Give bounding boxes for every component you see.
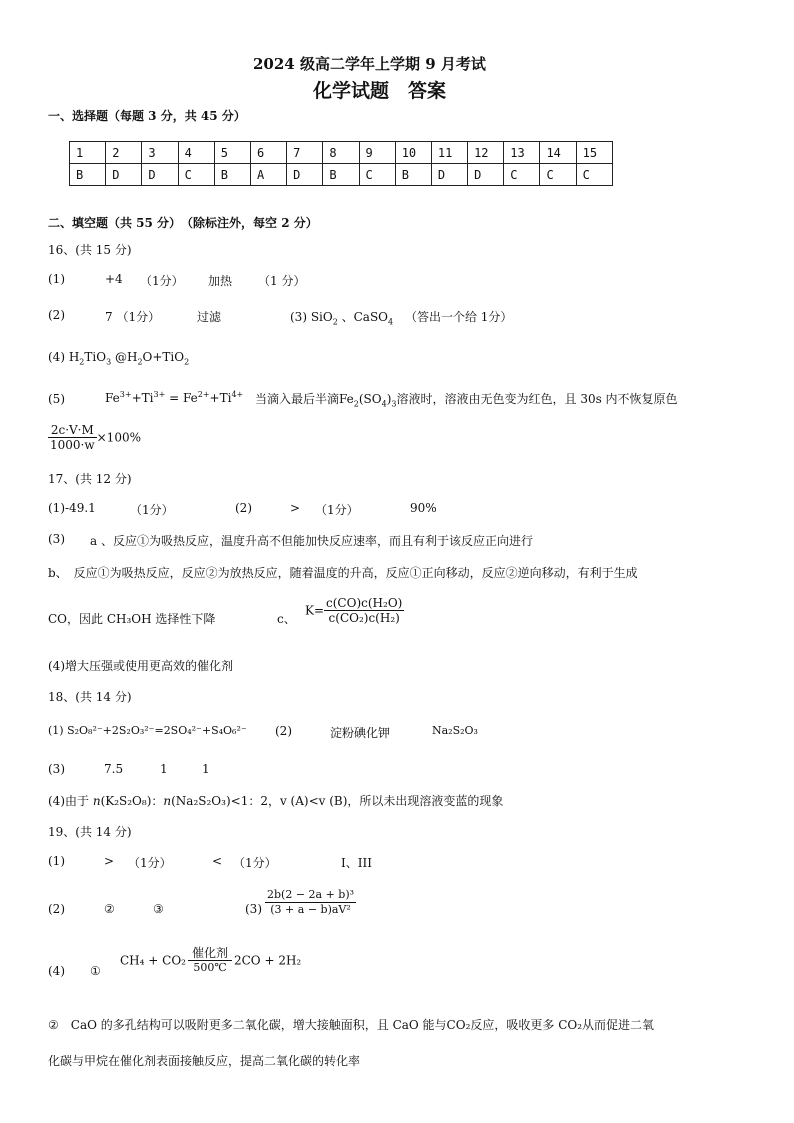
q16-5-eq-d: +Ti bbox=[209, 391, 232, 405]
q16-5-fraction bbox=[48, 423, 97, 452]
q19-1-b-pts: （1分） bbox=[233, 856, 277, 870]
q16-4-p1: (4) H bbox=[48, 350, 80, 364]
q16-5-no: (5) bbox=[48, 392, 65, 406]
question-number-cell: 8 bbox=[323, 142, 359, 164]
question-number-cell: 7 bbox=[287, 142, 323, 164]
q19-1-b: < bbox=[212, 854, 223, 868]
q19-eq-arrow bbox=[188, 946, 232, 975]
q16-1-b-pts: （1 分） bbox=[258, 274, 306, 288]
q16-4-p4: O+TiO bbox=[142, 350, 185, 364]
q17-k-prefix: K= bbox=[305, 603, 325, 618]
q17-3-c-label: c、 bbox=[277, 612, 296, 626]
question-number-cell: 14 bbox=[540, 142, 576, 164]
q19-heading: 19、(共 14 分) bbox=[48, 825, 132, 839]
q19-4-b-line2: 化碳与甲烷在催化剂表面接触反应，提高二氧化碳的转化率 bbox=[48, 1054, 361, 1068]
q16-5-sup-b: 3+ bbox=[153, 390, 166, 399]
answer-cell: D bbox=[142, 164, 178, 186]
q18-4-c: (Na₂S₂O₃)<1：2，v (A)<v (B)，所以未出现溶液变蓝的现象 bbox=[171, 794, 504, 808]
answer-cell: A bbox=[250, 164, 286, 186]
q16-5-text bbox=[255, 390, 678, 408]
q17-2-pts: （1分） bbox=[315, 503, 359, 517]
exam-subtitle: 化学试题 答案 bbox=[313, 80, 447, 102]
q16-3-mid: 、CaSO bbox=[337, 310, 389, 324]
q16-3-sub2: 4 bbox=[388, 317, 394, 327]
answer-cell: C bbox=[178, 164, 214, 186]
q16-5-frac-den: 1000·w bbox=[50, 438, 95, 452]
q16-5-frac-tail: ×100% bbox=[96, 430, 141, 445]
q18-3-no: (3) bbox=[48, 762, 65, 776]
answer-cell: D bbox=[287, 164, 323, 186]
q19-4-equation bbox=[120, 946, 301, 975]
q19-3-formula bbox=[265, 888, 356, 917]
q16-5-sup-a: 3+ bbox=[119, 390, 132, 399]
q19-eq-right: 2CO + 2H₂ bbox=[233, 953, 302, 968]
q18-3-a: 7.5 bbox=[104, 762, 124, 776]
q16-4-s2: 3 bbox=[106, 357, 112, 367]
q17-3-b2: CO，因此 CH₃OH 选择性下降 bbox=[48, 612, 216, 626]
q17-k-den: c(CO₂)c(H₂) bbox=[328, 611, 400, 625]
q16-1-b: 加热 bbox=[208, 274, 233, 288]
q16-3-prefix: (3) SiO bbox=[290, 310, 333, 324]
answer-cell: B bbox=[395, 164, 431, 186]
q18-3-b: 1 bbox=[160, 762, 168, 776]
q16-1-a-pts: （1分） bbox=[140, 274, 184, 288]
q19-2-no: (2) bbox=[48, 902, 65, 916]
q18-2-no: (2) bbox=[275, 724, 292, 738]
q16-2-a: 7 （1分） bbox=[105, 310, 161, 324]
q17-2-a: > bbox=[290, 501, 301, 515]
q16-4-p3: @H bbox=[111, 350, 138, 364]
q18-2-b: Na₂S₂O₃ bbox=[432, 724, 478, 737]
question-number-cell: 12 bbox=[468, 142, 504, 164]
q17-3-b: b、 反应①为吸热反应，反应②为放热反应，随着温度的升高，反应①正向移动，反应②逆向移动，有利于生成 bbox=[48, 566, 638, 580]
q16-5-text-b: (SO bbox=[358, 392, 382, 406]
answer-table bbox=[69, 141, 613, 186]
answer-cell: D bbox=[468, 164, 504, 186]
q19-4-no: (4) bbox=[48, 964, 65, 978]
q16-heading: 16、(共 15 分) bbox=[48, 243, 132, 257]
answer-cell: C bbox=[504, 164, 540, 186]
q18-4-b: (K₂S₂O₈)： bbox=[100, 794, 164, 808]
section1-heading: 一、选择题（每题 3 分，共 45 分） bbox=[48, 109, 246, 123]
question-number-cell: 9 bbox=[359, 142, 395, 164]
q19-eq-temp: 500℃ bbox=[193, 961, 227, 974]
answer-cell: C bbox=[359, 164, 395, 186]
question-number-cell: 1 bbox=[70, 142, 106, 164]
q16-5-text-sub3: 3 bbox=[391, 399, 397, 409]
q17-3-no: (3) bbox=[48, 532, 65, 546]
q16-4 bbox=[48, 350, 189, 366]
answer-cell: B bbox=[323, 164, 359, 186]
q19-4-b-line1: ② CaO 的多孔结构可以吸附更多二氧化碳，增大接触面积，且 CaO 能与CO₂反应，吸收更多 CO₂从而促进二氧 bbox=[48, 1018, 655, 1032]
answer-cell: B bbox=[70, 164, 106, 186]
q16-5-text-sub1: 2 bbox=[353, 399, 359, 409]
q19-2-b: ③ bbox=[153, 902, 164, 916]
q17-k-fraction bbox=[324, 596, 404, 625]
q16-2-no: (2) bbox=[48, 308, 65, 322]
q17-heading: 17、(共 12 分) bbox=[48, 472, 132, 486]
section2-heading: 二、填空题（共 55 分） （除标注外，每空 2 分） bbox=[48, 216, 318, 230]
q17-3-a: a 、反应①为吸热反应，温度升高不但能加快反应速率，而且有利于该反应正向进行 bbox=[90, 534, 533, 548]
exam-title: 2024 级高二学年上学期 9 月考试 bbox=[253, 55, 486, 73]
question-number-cell: 10 bbox=[395, 142, 431, 164]
q16-5-sup-d: 4+ bbox=[231, 390, 244, 399]
q16-4-p2: TiO bbox=[84, 350, 107, 364]
question-number-cell: 3 bbox=[142, 142, 178, 164]
q19-1-a-pts: （1分） bbox=[128, 856, 172, 870]
q19-1-no: (1) bbox=[48, 854, 65, 868]
q16-5-text-sub2: 4 bbox=[381, 399, 387, 409]
q19-3-fraction bbox=[265, 888, 356, 917]
q18-3-c: 1 bbox=[202, 762, 210, 776]
q19-eq-catalyst: 催化剂 bbox=[191, 946, 228, 960]
q18-2-a: 淀粉碘化钾 bbox=[330, 726, 391, 740]
q16-2-b: 过滤 bbox=[197, 310, 222, 324]
question-number-cell: 4 bbox=[178, 142, 214, 164]
answer-cell: C bbox=[540, 164, 576, 186]
q18-1: (1) S₂O₈²⁻+2S₂O₃²⁻=2SO₄²⁻+S₄O₆²⁻ bbox=[48, 724, 247, 737]
q17-4: (4)增大压强或使用更高效的催化剂 bbox=[48, 659, 233, 673]
q16-4-s3: 2 bbox=[137, 357, 143, 367]
q16-3-sub1: 2 bbox=[332, 317, 338, 327]
q16-5-eq-b: +Ti bbox=[131, 391, 154, 405]
q16-5-frac-num: 2c·V·M bbox=[48, 423, 97, 438]
q17-2-no: (2) bbox=[235, 501, 252, 515]
q19-3-den: (3 + a − b)aV² bbox=[270, 903, 351, 916]
answer-cell: C bbox=[576, 164, 612, 186]
q16-5-equation bbox=[105, 390, 243, 405]
question-number-cell: 13 bbox=[504, 142, 540, 164]
q16-3 bbox=[290, 308, 512, 326]
q16-4-s4: 2 bbox=[184, 357, 190, 367]
q19-4-a: ① bbox=[90, 964, 101, 978]
q19-2-a: ② bbox=[104, 902, 115, 916]
q16-1-a: +4 bbox=[105, 272, 123, 286]
answer-cell: D bbox=[106, 164, 142, 186]
question-number-cell: 11 bbox=[431, 142, 467, 164]
q16-1-no: (1) bbox=[48, 272, 65, 286]
q16-5-text-c: ) bbox=[386, 392, 392, 406]
q18-4-n2: n bbox=[163, 794, 172, 808]
q16-5-eq-c: = Fe bbox=[165, 391, 198, 405]
question-number-cell: 15 bbox=[576, 142, 612, 164]
q19-1-c: I、III bbox=[341, 856, 372, 870]
q17-k-num: c(CO)c(H₂O) bbox=[326, 596, 403, 610]
q19-1-a: > bbox=[104, 854, 115, 868]
answer-cell: B bbox=[214, 164, 250, 186]
q19-eq-left: CH₄ + CO₂ bbox=[120, 953, 186, 968]
q18-heading: 18、(共 14 分) bbox=[48, 690, 132, 704]
q19-3-no: (3) bbox=[245, 902, 262, 916]
q19-3-num: 2b(2 − 2a + b)³ bbox=[267, 888, 355, 901]
question-number-cell: 5 bbox=[214, 142, 250, 164]
answer-table-numbers-row bbox=[70, 142, 613, 164]
q16-5-formula bbox=[48, 423, 141, 452]
answer-table-answers-row bbox=[70, 164, 613, 186]
q18-4 bbox=[48, 792, 503, 809]
q16-4-s1: 2 bbox=[79, 357, 85, 367]
q16-5-text-d: 溶液时，溶液由无色变为红色，且 30s 内不恢复原色 bbox=[396, 392, 678, 406]
question-number-cell: 2 bbox=[106, 142, 142, 164]
q17-3-k-expression bbox=[305, 596, 404, 625]
question-number-cell: 6 bbox=[250, 142, 286, 164]
q16-5-text-a: 当滴入最后半滴Fe bbox=[255, 392, 354, 406]
q16-5-sup-c: 2+ bbox=[197, 390, 210, 399]
q17-2-b: 90% bbox=[410, 501, 437, 515]
q16-3-note: （答出一个给 1分） bbox=[404, 310, 513, 324]
q18-4-a: (4)由于 bbox=[48, 794, 93, 808]
q17-1-a-pts: （1分） bbox=[130, 503, 174, 517]
q18-4-n1: n bbox=[92, 794, 101, 808]
answer-cell: D bbox=[431, 164, 467, 186]
q16-5-eq-a: Fe bbox=[105, 391, 120, 405]
q17-1-a: (1)-49.1 bbox=[48, 501, 96, 515]
